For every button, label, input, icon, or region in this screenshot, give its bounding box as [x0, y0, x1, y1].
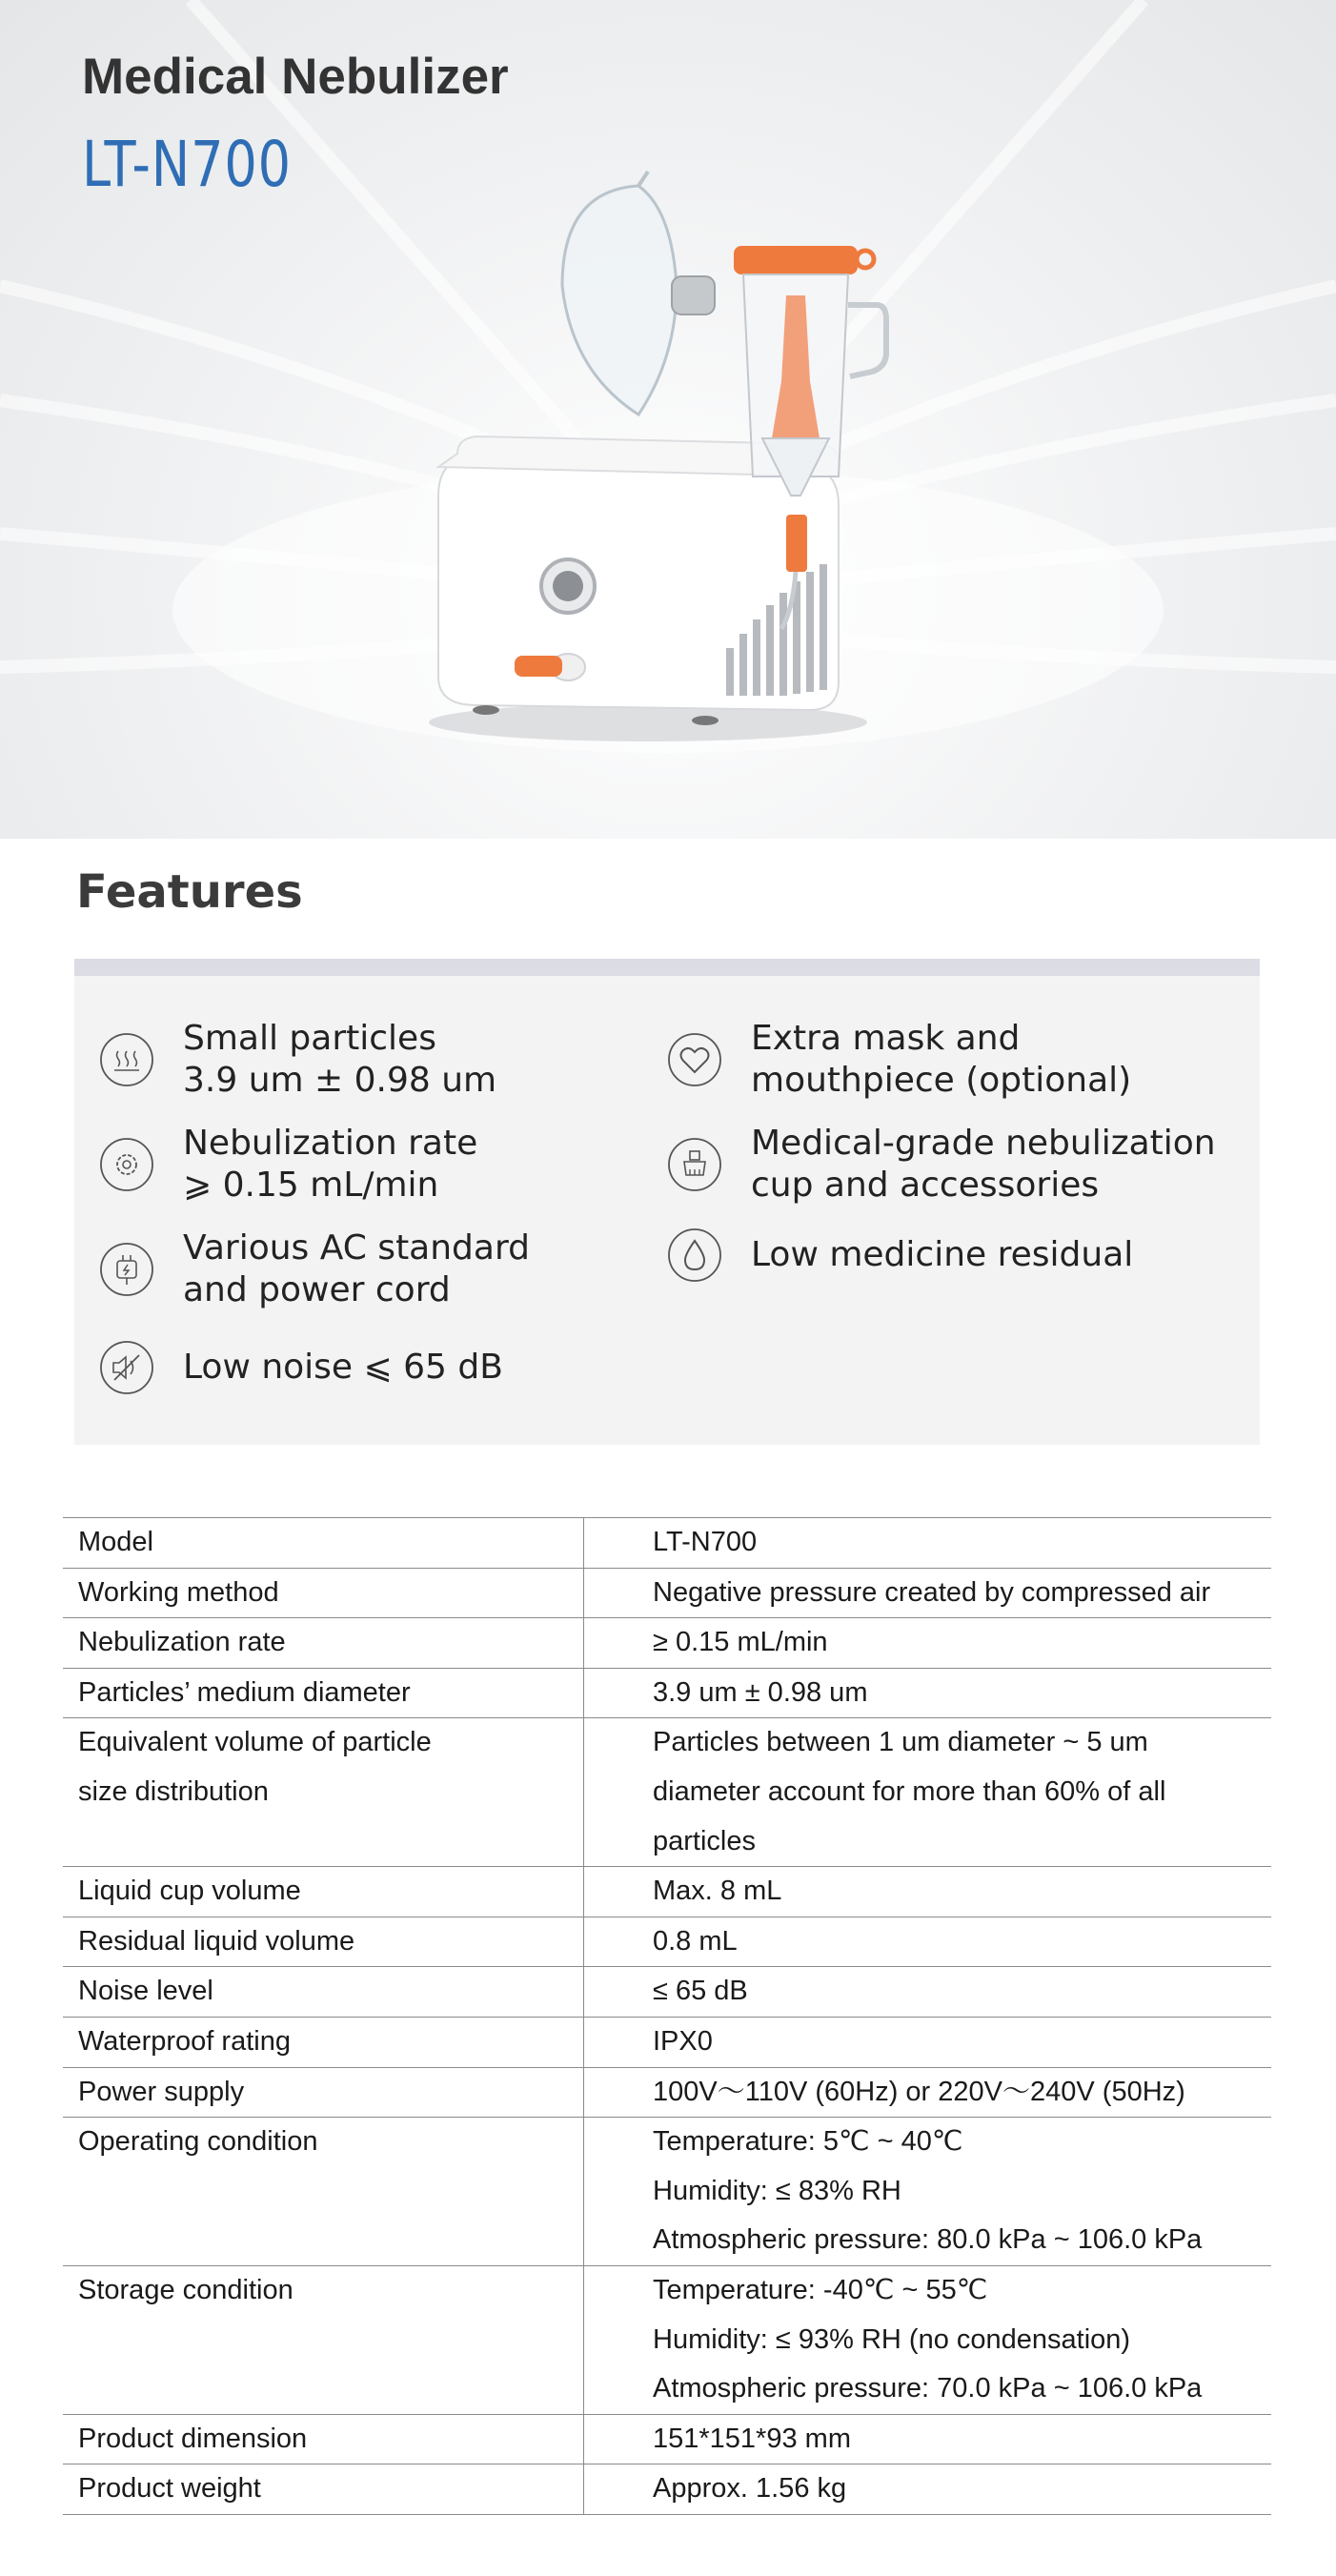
spec-value: 100V～110V (60Hz) or 220V～240V (50Hz): [653, 2076, 1185, 2107]
spec-value-cell: [584, 1718, 1272, 1867]
feature-small-particles: [99, 1018, 496, 1102]
spec-value-cell: [584, 1518, 1272, 1569]
spec-value-cell: [584, 1618, 1272, 1669]
feature-line: cup and accessories: [751, 1166, 1100, 1205]
gear-atomizer-icon: [99, 1137, 154, 1192]
spec-label-cell: [63, 2265, 584, 2414]
spec-label: Operating condition: [78, 2126, 318, 2158]
spec-label-cell: [63, 1867, 584, 1917]
table-row: [63, 1967, 1271, 2018]
spec-label: Particles’ medium diameter: [78, 1676, 411, 1708]
spec-label: Working method: [78, 1576, 279, 1608]
spec-value-cell: [584, 1967, 1272, 2018]
feature-line: Low medicine residual: [751, 1235, 1134, 1274]
spec-label-cell: [63, 1568, 584, 1618]
spec-value-cell: [584, 2265, 1272, 2414]
spec-value: Humidity: ≤ 93% RH (no condensation): [653, 2323, 1131, 2355]
feature-line: Small particles: [183, 1019, 436, 1058]
spec-label: Noise level: [78, 1976, 213, 2007]
spec-label-cell: [63, 2118, 584, 2266]
feature-extra-mask: [667, 1018, 1131, 1102]
specifications-table: [63, 1517, 1271, 2515]
table-row: [63, 2414, 1271, 2464]
features-divider-bar: [74, 959, 1260, 976]
spec-label: Residual liquid volume: [78, 1925, 355, 1957]
spec-label: Nebulization rate: [78, 1627, 286, 1658]
spec-value: Max. 8 mL: [653, 1876, 782, 1907]
feature-low-noise: [99, 1340, 503, 1395]
spec-label: Liquid cup volume: [78, 1876, 301, 1907]
table-row: [63, 2265, 1271, 2414]
spec-label-cell: [63, 2464, 584, 2515]
spec-value-cell: [584, 1568, 1272, 1618]
spec-value-cell: [584, 1917, 1272, 1967]
spec-value: diameter account for more than 60% of all: [653, 1775, 1166, 1807]
spec-label-cell: [63, 1967, 584, 2018]
table-row: [63, 1518, 1271, 1569]
page-title: Medical Nebulizer: [82, 49, 509, 105]
feature-power-cord: [99, 1227, 530, 1311]
feature-line: 3.9 um ± 0.98 um: [183, 1061, 497, 1100]
model-number: LT-N700: [82, 128, 292, 201]
mute-speaker-icon: [99, 1340, 154, 1395]
spec-value: LT-N700: [653, 1527, 758, 1557]
hero-banner: [0, 0, 1336, 839]
spec-value: Atmospheric pressure: 80.0 kPa ~ 106.0 kPa: [653, 2224, 1203, 2256]
spec-label: Storage condition: [78, 2274, 294, 2305]
spec-label-cell: [63, 2414, 584, 2464]
spec-label-cell: [63, 1917, 584, 1967]
table-row: [63, 2017, 1271, 2067]
spec-value: particles: [653, 1825, 756, 1856]
feature-line: ⩾ 0.15 mL/min: [183, 1166, 439, 1205]
table-row: [63, 1867, 1271, 1917]
spec-value: IPX0: [653, 2025, 713, 2057]
spec-value: 3.9 um ± 0.98 um: [653, 1676, 868, 1708]
nebulizer-cup-icon: [667, 1137, 722, 1192]
spec-value: Approx. 1.56 kg: [653, 2473, 847, 2505]
spec-value: ≥ 0.15 mL/min: [653, 1627, 828, 1658]
spec-label-cell: [63, 1668, 584, 1718]
spec-label-cell: [63, 2017, 584, 2067]
feature-line: Various AC standard: [183, 1228, 530, 1268]
nebulizer-product-image: [419, 152, 991, 762]
spec-label: Equivalent volume of particle: [78, 1727, 432, 1758]
table-row: [63, 1718, 1271, 1867]
feature-low-residual: [667, 1227, 1133, 1283]
feature-line: Extra mask and: [751, 1019, 1021, 1058]
spec-label: Product dimension: [78, 2423, 308, 2454]
spec-label: size distribution: [78, 1775, 269, 1807]
spec-label-cell: [63, 1518, 584, 1569]
spec-label-cell: [63, 1618, 584, 1669]
table-row: [63, 1917, 1271, 1967]
spec-value: Humidity: ≤ 83% RH: [653, 2175, 901, 2206]
feature-line: Medical-grade nebulization: [751, 1124, 1216, 1163]
table-row: [63, 2118, 1271, 2266]
spec-label-cell: [63, 2067, 584, 2118]
spec-label-cell: [63, 1718, 584, 1867]
water-drop-icon: [667, 1227, 722, 1283]
feature-nebulization-cup: [667, 1123, 1216, 1207]
spec-value: Particles between 1 um diameter ~ 5 um: [653, 1727, 1148, 1758]
spec-value-cell: [584, 2118, 1272, 2266]
mist-particles-icon: [99, 1032, 154, 1087]
table-row: [63, 2464, 1271, 2515]
table-row: [63, 1668, 1271, 1718]
spec-value: Negative pressure created by compressed air: [653, 1576, 1211, 1608]
spec-value-cell: [584, 2017, 1272, 2067]
spec-label: Waterproof rating: [78, 2025, 291, 2057]
feature-line: Low noise ⩽ 65 dB: [183, 1348, 503, 1387]
power-plug-icon: [99, 1242, 154, 1297]
feature-nebulization-rate: [99, 1123, 477, 1207]
heart-icon: [667, 1032, 722, 1087]
spec-value: Atmospheric pressure: 70.0 kPa ~ 106.0 kPa: [653, 2373, 1203, 2404]
feature-line: mouthpiece (optional): [751, 1061, 1132, 1100]
feature-line: Nebulization rate: [183, 1124, 478, 1163]
features-heading: Features: [76, 865, 303, 919]
spec-value: 0.8 mL: [653, 1925, 738, 1957]
spec-value-cell: [584, 2464, 1272, 2515]
spec-label: Product weight: [78, 2473, 261, 2505]
spec-value: Temperature: 5℃ ~ 40℃: [653, 2126, 963, 2158]
table-row: [63, 1568, 1271, 1618]
spec-value-cell: [584, 2067, 1272, 2118]
spec-value: ≤ 65 dB: [653, 1976, 748, 2007]
spec-label: Power supply: [78, 2076, 245, 2107]
feature-line: and power cord: [183, 1270, 451, 1309]
table-row: [63, 1618, 1271, 1669]
spec-value: 151*151*93 mm: [653, 2423, 851, 2454]
spec-value-cell: [584, 1867, 1272, 1917]
spec-value-cell: [584, 1668, 1272, 1718]
spec-value: Temperature: -40℃ ~ 55℃: [653, 2274, 988, 2305]
features-panel: [74, 976, 1260, 1445]
spec-label: Model: [78, 1527, 153, 1557]
spec-value-cell: [584, 2414, 1272, 2464]
table-row: [63, 2067, 1271, 2118]
